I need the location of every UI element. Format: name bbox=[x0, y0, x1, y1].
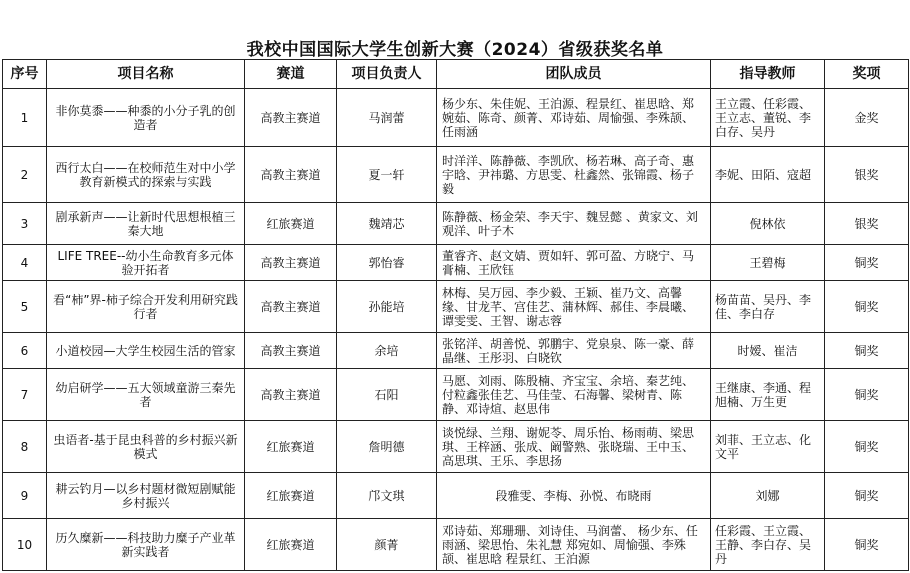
row-leader: 邝文琪 bbox=[337, 473, 437, 519]
table-row bbox=[3, 333, 909, 369]
row-team: 段雅雯、李梅、孙悦、布晓雨 bbox=[437, 473, 711, 519]
row-advisors: 刘娜 bbox=[711, 473, 825, 519]
row-advisors: 杨苗苗、吴丹、李佳、李白存 bbox=[711, 281, 825, 333]
row-project: LIFE TREE--幼小生命教育多元体验开拓者 bbox=[47, 245, 245, 281]
row-award: 银奖 bbox=[825, 203, 909, 245]
table-row bbox=[3, 89, 909, 147]
row-award: 银奖 bbox=[825, 147, 909, 203]
table-header-row bbox=[3, 60, 909, 89]
header-leader: 项目负责人 bbox=[337, 60, 437, 89]
row-advisors: 时嫒、崔洁 bbox=[711, 333, 825, 369]
row-award: 金奖 bbox=[825, 89, 909, 147]
row-project: 虫语者-基于昆虫科普的乡村振兴新模式 bbox=[47, 421, 245, 473]
row-no: 4 bbox=[3, 245, 47, 281]
row-track: 高教主赛道 bbox=[245, 89, 337, 147]
row-advisors: 王继康、李通、程旭楠、万生更 bbox=[711, 369, 825, 421]
header-track: 赛道 bbox=[245, 60, 337, 89]
row-team: 马愿、刘雨、陈殷楠、齐宝宝、余培、秦艺纯、付粒鑫张佳艺、马佳莹、石海馨、梁树青、陈静、邓诗煊、赵思伟 bbox=[437, 369, 711, 421]
row-award: 铜奖 bbox=[825, 281, 909, 333]
row-project: 剧承新声——让新时代思想根植三秦大地 bbox=[47, 203, 245, 245]
row-leader: 颜菁 bbox=[337, 519, 437, 571]
row-track: 红旅赛道 bbox=[245, 421, 337, 473]
row-project: 西行太白——在校师范生对中小学教育新模式的探索与实践 bbox=[47, 147, 245, 203]
row-leader: 夏一轩 bbox=[337, 147, 437, 203]
table-row bbox=[3, 369, 909, 421]
table-row bbox=[3, 245, 909, 281]
row-team: 杨少东、朱佳妮、王泊源、程景红、崔思晗、郑婉茹、陈奇、颜菁、邓诗茹、周愉强、李殊颉、任雨涵 bbox=[437, 89, 711, 147]
row-leader: 孙能培 bbox=[337, 281, 437, 333]
row-leader: 余培 bbox=[337, 333, 437, 369]
table-row bbox=[3, 519, 909, 571]
row-track: 高教主赛道 bbox=[245, 245, 337, 281]
row-no: 9 bbox=[3, 473, 47, 519]
row-track: 高教主赛道 bbox=[245, 281, 337, 333]
row-advisors: 王碧梅 bbox=[711, 245, 825, 281]
row-award: 铜奖 bbox=[825, 333, 909, 369]
row-advisors: 李妮、田陌、寇超 bbox=[711, 147, 825, 203]
row-advisors: 刘菲、王立志、化文平 bbox=[711, 421, 825, 473]
row-leader: 郭怡睿 bbox=[337, 245, 437, 281]
row-project: 非你莫黍——种黍的小分子乳的创造者 bbox=[47, 89, 245, 147]
row-team: 时洋洋、陈静薇、李凯欣、杨若琳、高子奇、惠宇晗、尹祎璐、方思雯、杜鑫然、张锦霞、杨子毅 bbox=[437, 147, 711, 203]
row-track: 红旅赛道 bbox=[245, 519, 337, 571]
header-advisors: 指导教师 bbox=[711, 60, 825, 89]
row-track: 高教主赛道 bbox=[245, 333, 337, 369]
table-row bbox=[3, 203, 909, 245]
row-leader: 魏靖芯 bbox=[337, 203, 437, 245]
row-team: 林梅、吴万园、李少毅、王颖、崔乃文、高馨缘、甘龙芊、宫佳艺、蒲林辉、郝佳、李晨曦、谭雯雯、王智、谢志蓉 bbox=[437, 281, 711, 333]
row-team: 邓诗茹、郑珊珊、刘诗佳、马润蕾、 杨少东、任雨涵、梁思怡、朱礼慧 郑宛如、周愉强、李殊颉、崔思晗 程景红、王泊源 bbox=[437, 519, 711, 571]
header-award: 奖项 bbox=[825, 60, 909, 89]
row-track: 高教主赛道 bbox=[245, 147, 337, 203]
row-project: 历久糜新——科技助力糜子产业革新实践者 bbox=[47, 519, 245, 571]
row-award: 铜奖 bbox=[825, 421, 909, 473]
table-row bbox=[3, 421, 909, 473]
row-award: 铜奖 bbox=[825, 473, 909, 519]
row-leader: 石阳 bbox=[337, 369, 437, 421]
row-no: 6 bbox=[3, 333, 47, 369]
row-advisors: 任彩霞、王立霞、王静、李白存、吴丹 bbox=[711, 519, 825, 571]
row-award: 铜奖 bbox=[825, 369, 909, 421]
row-leader: 马润蕾 bbox=[337, 89, 437, 147]
table-row bbox=[3, 473, 909, 519]
row-award: 铜奖 bbox=[825, 245, 909, 281]
row-team: 董睿齐、赵文婧、贾如轩、郭可盈、方晓宁、马膏楠、王欣钰 bbox=[437, 245, 711, 281]
row-award: 铜奖 bbox=[825, 519, 909, 571]
page-title: 我校中国国际大学生创新大赛（2024）省级获奖名单 bbox=[246, 40, 664, 60]
row-track: 红旅赛道 bbox=[245, 473, 337, 519]
row-team: 谈悦绿、兰翔、谢妮苓、周乐怡、杨雨萌、梁思琪、王梓涵、张成、阚警熟、张晓瑞、王中玉、高思琪、王乐、李思扬 bbox=[437, 421, 711, 473]
row-no: 8 bbox=[3, 421, 47, 473]
header-team: 团队成员 bbox=[437, 60, 711, 89]
row-track: 高教主赛道 bbox=[245, 369, 337, 421]
row-advisors: 倪林依 bbox=[711, 203, 825, 245]
row-project: 耕云钓月—以乡村题材微短剧赋能乡村振兴 bbox=[47, 473, 245, 519]
table-row bbox=[3, 147, 909, 203]
award-table bbox=[2, 59, 909, 571]
row-team: 陈静薇、杨金荣、李天宇、魏昱懿 、黄家文、刘观洋、叶子木 bbox=[437, 203, 711, 245]
row-no: 1 bbox=[3, 89, 47, 147]
row-no: 7 bbox=[3, 369, 47, 421]
row-project: 看“柿”界-柿子综合开发利用研究践行者 bbox=[47, 281, 245, 333]
row-team: 张铭洋、胡善悦、郭鹏宇、党泉泉、陈一豪、薛晶继、王彤羽、白晓钦 bbox=[437, 333, 711, 369]
header-no: 序号 bbox=[3, 60, 47, 89]
row-track: 红旅赛道 bbox=[245, 203, 337, 245]
row-no: 3 bbox=[3, 203, 47, 245]
row-project: 幼启研学——五大领域童游三秦先者 bbox=[47, 369, 245, 421]
row-advisors: 王立霞、任彩霞、王立志、董锐、李白存、吴丹 bbox=[711, 89, 825, 147]
header-project: 项目名称 bbox=[47, 60, 245, 89]
row-no: 2 bbox=[3, 147, 47, 203]
row-project: 小道校园—大学生校园生活的管家 bbox=[47, 333, 245, 369]
table-row bbox=[3, 281, 909, 333]
row-leader: 詹明德 bbox=[337, 421, 437, 473]
row-no: 10 bbox=[3, 519, 47, 571]
row-no: 5 bbox=[3, 281, 47, 333]
